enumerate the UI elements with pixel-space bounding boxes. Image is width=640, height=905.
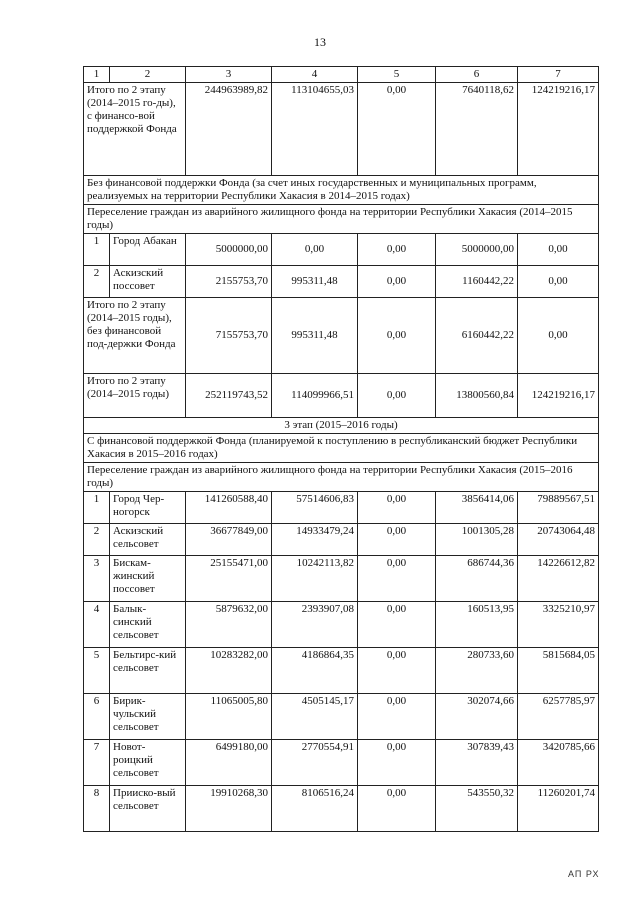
column-numbers-row [84,67,599,83]
column-number: 2 [110,67,186,83]
section-row [84,205,599,234]
value-cell: 0,00 [358,556,436,602]
row-number: 4 [84,602,110,648]
page-number: 13 [314,35,326,49]
value-cell: 79889567,51 [518,492,599,524]
value-cell: 0,00 [358,648,436,694]
row-label: Итого по 2 этапу (2014–2015 годы) [84,374,186,418]
value-cell: 7155753,70 [186,298,272,374]
value-cell: 8106516,24 [272,786,358,832]
total-row [84,374,599,418]
value-cell: 20743064,48 [518,524,599,556]
column-number: 1 [84,67,110,83]
value-cell: 14933479,24 [272,524,358,556]
value-cell: 2393907,08 [272,602,358,648]
value-cell: 11260201,74 [518,786,599,832]
value-cell: 11065005,80 [186,694,272,740]
section-heading: С финансовой поддержкой Фонда (планируемой к поступлению в республиканский бюджет Республики Хакасия в 2015–2016 годах) [84,434,599,463]
municipality-name: Балык-синский сельсовет [110,602,186,648]
table-row [84,524,599,556]
value-cell: 4505145,17 [272,694,358,740]
value-cell: 2770554,91 [272,740,358,786]
value-cell: 0,00 [358,602,436,648]
table-row [84,234,599,266]
value-cell: 19910268,30 [186,786,272,832]
municipality-name: Город Абакан [110,234,186,266]
footer-mark: АП РХ [568,869,600,879]
municipality-name: Бискам-жинский поссовет [110,556,186,602]
table-row [84,648,599,694]
value-cell: 5000000,00 [186,234,272,266]
value-cell: 0,00 [358,524,436,556]
value-cell: 25155471,00 [186,556,272,602]
value-cell: 0,00 [518,266,599,298]
value-cell: 0,00 [518,234,599,266]
value-cell: 0,00 [358,374,436,418]
section-row [84,463,599,492]
value-cell: 0,00 [272,234,358,266]
row-label: Итого по 2 этапу (2014–2015 годы), без финансовой под-держки Фонда [84,298,186,374]
column-number: 4 [272,67,358,83]
value-cell: 280733,60 [436,648,518,694]
table-row [84,266,599,298]
value-cell: 4186864,35 [272,648,358,694]
value-cell: 5000000,00 [436,234,518,266]
row-number: 5 [84,648,110,694]
column-number: 7 [518,67,599,83]
value-cell: 5879632,00 [186,602,272,648]
section-heading: Переселение граждан из аварийного жилищного фонда на территории Республики Хакасия (2015–2016 годы) [84,463,599,492]
section-heading: Переселение граждан из аварийного жилищного фонда на территории Республики Хакасия (2014–2015 годы) [84,205,599,234]
row-number: 3 [84,556,110,602]
value-cell: 0,00 [358,298,436,374]
value-cell: 3856414,06 [436,492,518,524]
value-cell: 36677849,00 [186,524,272,556]
value-cell: 10283282,00 [186,648,272,694]
row-number: 2 [84,266,110,298]
value-cell: 0,00 [518,298,599,374]
value-cell: 1001305,28 [436,524,518,556]
value-cell: 307839,43 [436,740,518,786]
table-row [84,492,599,524]
budget-table [83,66,599,832]
value-cell: 302074,66 [436,694,518,740]
value-cell: 114099966,51 [272,374,358,418]
value-cell: 0,00 [358,266,436,298]
stage-title: 3 этап (2015–2016 годы) [84,418,599,434]
value-cell: 543550,32 [436,786,518,832]
column-number: 6 [436,67,518,83]
section-row [84,418,599,434]
section-row [84,434,599,463]
value-cell: 13800560,84 [436,374,518,418]
value-cell: 124219216,17 [518,374,599,418]
municipality-name: Прииско-вый сельсовет [110,786,186,832]
value-cell: 244963989,82 [186,83,272,176]
value-cell: 113104655,03 [272,83,358,176]
row-number: 7 [84,740,110,786]
municipality-name: Аскизский сельсовет [110,524,186,556]
value-cell: 6257785,97 [518,694,599,740]
row-label: Итого по 2 этапу (2014–2015 го-ды), с финансо-вой поддержкой Фонда [84,83,186,176]
value-cell: 686744,36 [436,556,518,602]
row-number: 1 [84,492,110,524]
municipality-name: Аскизский поссовет [110,266,186,298]
value-cell: 0,00 [358,83,436,176]
value-cell: 141260588,40 [186,492,272,524]
municipality-name: Город Чер-ногорск [110,492,186,524]
value-cell: 3420785,66 [518,740,599,786]
value-cell: 124219216,17 [518,83,599,176]
value-cell: 0,00 [358,740,436,786]
section-row [84,176,599,205]
value-cell: 6160442,22 [436,298,518,374]
value-cell: 0,00 [358,786,436,832]
column-number: 5 [358,67,436,83]
municipality-name: Бельтирс-кий сельсовет [110,648,186,694]
row-number: 1 [84,234,110,266]
table-row [84,602,599,648]
table-row [84,556,599,602]
value-cell: 995311,48 [272,298,358,374]
table-row [84,740,599,786]
column-number: 3 [186,67,272,83]
table-row [84,786,599,832]
section-heading: Без финансовой поддержки Фонда (за счет иных государственных и муниципальных программ, реализуемых на территории Республики Хакасия в 2014–2015 годах) [84,176,599,205]
municipality-name: Новот-роицкий сельсовет [110,740,186,786]
total-row [84,298,599,374]
value-cell: 995311,48 [272,266,358,298]
value-cell: 7640118,62 [436,83,518,176]
row-number: 6 [84,694,110,740]
value-cell: 2155753,70 [186,266,272,298]
value-cell: 57514606,83 [272,492,358,524]
value-cell: 3325210,97 [518,602,599,648]
row-number: 8 [84,786,110,832]
value-cell: 252119743,52 [186,374,272,418]
value-cell: 5815684,05 [518,648,599,694]
total-row [84,83,599,176]
value-cell: 0,00 [358,694,436,740]
value-cell: 1160442,22 [436,266,518,298]
value-cell: 6499180,00 [186,740,272,786]
value-cell: 0,00 [358,492,436,524]
value-cell: 14226612,82 [518,556,599,602]
value-cell: 0,00 [358,234,436,266]
municipality-name: Бирик-чульский сельсовет [110,694,186,740]
table-row [84,694,599,740]
value-cell: 160513,95 [436,602,518,648]
value-cell: 10242113,82 [272,556,358,602]
row-number: 2 [84,524,110,556]
